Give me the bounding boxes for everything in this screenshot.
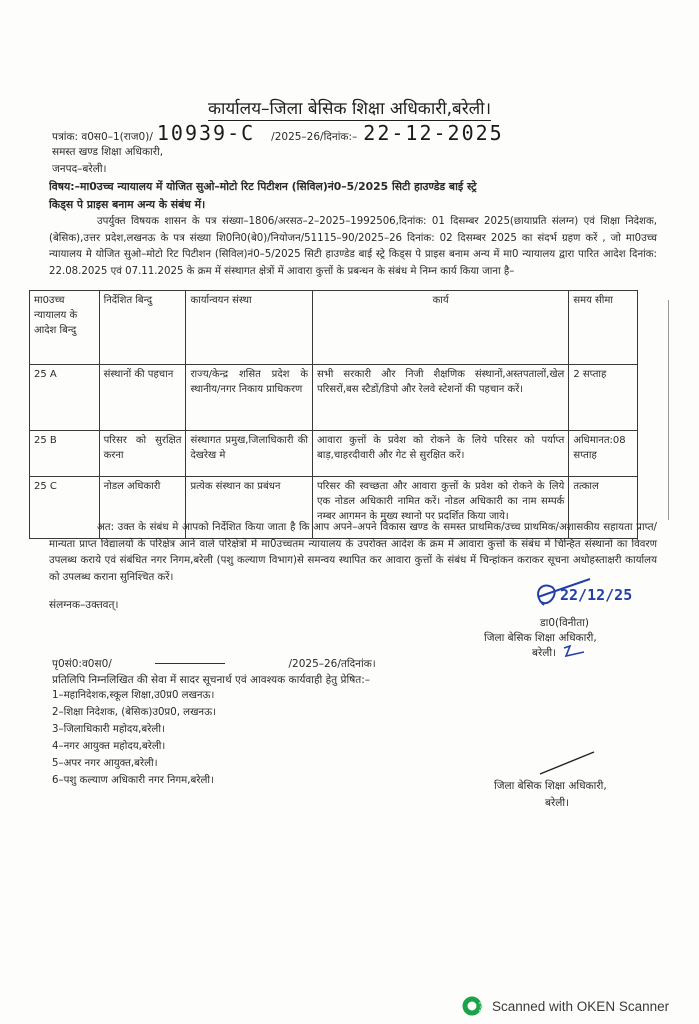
endorsement-reference — [52, 657, 376, 671]
row-task: आवारा कुत्तों के प्रवेश को रोकने के लिये परिसर को पर्याप्त बाड़,चाहरदीवारी और गेट से सुरक्षित करें। — [313, 431, 569, 477]
subject — [49, 178, 657, 214]
scanner-watermark-label: Scanned with OKEN Scanner — [492, 998, 670, 1014]
row-agency: राज्य/केन्द्र शसित प्रदेश के स्थानीय/नगर निकाय प्राधिकरण — [186, 365, 313, 431]
endorsement-designation: जिला बेसिक शिक्षा अधिकारी, — [494, 780, 607, 792]
endorsement-signature-stroke — [538, 750, 598, 776]
addressee-line-2: जनपद–बरेली। — [52, 163, 107, 175]
directive-table — [29, 290, 638, 539]
row-agency: प्रत्येक संस्थान का प्रबंधन — [186, 477, 313, 539]
signature-date-handwritten: 22/12/25 — [560, 586, 633, 604]
recipient-item: 1–महानिदेशक,स्कूल शिक्षा,उ0प्र0 लखनऊ। — [52, 690, 215, 701]
oken-logo-icon — [462, 995, 484, 1017]
subject-line-1: विषय:–मा0उच्च न्यायालय में योजित सुओ–मोटो रिट पिटीशन (सिविल)नं0–5/2025 सिटी हाउण्डेड बाई स्ट्रे — [49, 180, 477, 193]
enclosure: संलग्नक–उक्तवत्। — [49, 599, 119, 611]
recipient-item: 3–जिलाधिकारी महोदय,बरेली। — [52, 724, 165, 735]
endorsement-intro: प्रतिलिपि निम्नलिखित की सेवा में सादर सूचनार्थ एवं आवश्यक कार्यवाही हेतु प्रेषित:– — [52, 674, 371, 686]
reference-number-handwritten: 10939-C — [156, 121, 256, 145]
row-timeline: 2 सप्ताह — [569, 365, 638, 431]
table-row — [30, 431, 638, 477]
recipient-item: 6–पशु कल्याण अधिकारी नगर निगम,बरेली। — [52, 775, 214, 786]
reference-year: /2025–26/दिनांक:– — [271, 131, 358, 143]
blank-line — [155, 663, 225, 664]
row-task: परिसर की स्वच्छता और आवारा कुत्तों के प्रवेश को रोकने के लिये एक नोडल अधिकारी नामित करें। नोडल अधिकारी का नाम सम्पर्क नम्बर आगमन के मुख्य स्थानो पर प्रदर्शित किया जाये। — [313, 477, 569, 539]
date-handwritten: 22-12-2025 — [363, 121, 504, 145]
row-timeline: तत्काल — [569, 477, 638, 539]
signatory-designation: जिला बेसिक शिक्षा अधिकारी, — [484, 632, 597, 644]
paper-edge — [668, 300, 669, 520]
endorsement-ref-prefix: पृ0सं0:व0स0/ — [52, 658, 112, 670]
row-directive: नोडल अधिकारी — [99, 477, 186, 539]
instruction-paragraph: अत: उक्त के संबंध मे आपको निर्देशित किया जाता है कि आप अपने–अपने विकास खण्ड के समस्त प्राथमिक/उच्च प्राथमिक/अशासकीय सहायता प्राप्त/मान्यता प्राप्त विद्यालयों के परिक्षेत्र आने वाले परिक्षेत्रों में मा0उच्चतम न्यायालय के उपरोक्त आदेश के क्रम में आवारा कुत्तों के संबंध में चिन्हित संस्थानों का विवरण उपलब्ध कराये एवं संबंधित नगर निगम,बरेली (पशु कल्याण विभाग)से समन्वय स्थापित कर आवारा कुत्तों के संबंध में चिन्हांकन कराकर सूचना अधोहस्ताक्षरी कार्यालय को उपलब्ध कराना सुनिश्चित करें। — [49, 522, 657, 583]
reference-prefix: पत्रांक: व0स0–1(राज0)/ — [52, 131, 153, 143]
signatory-place: बरेली। — [532, 647, 557, 659]
row-directive: परिसर को सुरक्षित करना — [99, 431, 186, 477]
office-title — [0, 98, 699, 120]
scanner-watermark — [462, 995, 669, 1017]
header-agency: कार्यान्वयन संस्था — [186, 291, 313, 365]
addressee-line-1: समस्त खण्ड शिक्षा अधिकारी, — [52, 146, 164, 158]
table-header-row — [30, 291, 638, 365]
recipient-item: 4–नगर आयुक्त महोदय,बरेली। — [52, 741, 166, 752]
row-point: 25 A — [30, 365, 100, 431]
office-title-text: कार्यालय–जिला बेसिक शिक्षा अधिकारी,बरेली। — [207, 99, 492, 119]
signatory-name: डा0(विनीता) — [540, 617, 590, 629]
header-timeline: समय सीमा — [569, 291, 638, 365]
row-point: 25 B — [30, 431, 100, 477]
row-agency: संस्थागत प्रमुख,जिलाधिकारी की देखरेख मे — [186, 431, 313, 477]
body-paragraph: उपर्युक्त विषयक शासन के पत्र संख्या–1806/अरसठ–2–2025–1992506,दिनांक: 01 दिसम्बर 2025(छायाप्रति संलग्न) एवं शिक्षा निदेशक, (बेसिक),उत्तर प्रदेश,लखनऊ के पत्र संख्या शि0नि0(बे0)/नियोजन/51115–90/2025–26 दिनांक: 02 दिसम्बर 2025 का संदर्भ ग्रहण करें , जो मा0उच्च न्यायालय मे योजित सुओ–मोटो रिट पिटीशन (सिविल)नं0–5/2025 सिटी हाउण्डेड बाई स्ट्रे किड्स पे प्राइस बनाम अन्य में मा0 न्यायालय द्वारा पारित आदेश दिनांक: 22.08.2025 एवं 07.11.2025 के क्रम में संस्थागत क्षेत्रों में आवारा कुत्तों के प्रबन्धन के संबंध मे निम्न कार्य किया जाना है– — [49, 216, 657, 277]
endorsement-place: बरेली। — [545, 797, 570, 809]
row-timeline: अधिमानत:08 सप्ताह — [569, 431, 638, 477]
recipient-item: 5–अपर नगर आयुक्त,बरेली। — [52, 758, 158, 769]
initials-mark — [560, 644, 588, 664]
row-task: सभी सरकारी और निजी शैक्षणिक संस्थानों,अस्तपतालों,खेल परिसरों,बस स्टैडों/डिपो और रेलवे स्टेशनों की पहचान करें। — [313, 365, 569, 431]
subject-line-2: किड्स पे प्राइस बनाम अन्य के संबंध में। — [49, 198, 206, 211]
row-point: 25 C — [30, 477, 100, 539]
header-court-point: मा0उच्च न्यायालय के आदेश बिन्दु — [30, 291, 100, 365]
endorsement-ref-year: /2025–26/तदिनांक। — [288, 658, 376, 670]
row-directive: संस्थानों की पहचान — [99, 365, 186, 431]
header-directive: निर्देशित बिन्दु — [99, 291, 186, 365]
reference-line — [52, 121, 504, 145]
table-row — [30, 365, 638, 431]
recipient-item: 2–शिक्षा निदेशक, (बेसिक)उ0प्र0, लखनऊ। — [52, 707, 216, 718]
header-task: कार्य — [313, 291, 569, 365]
